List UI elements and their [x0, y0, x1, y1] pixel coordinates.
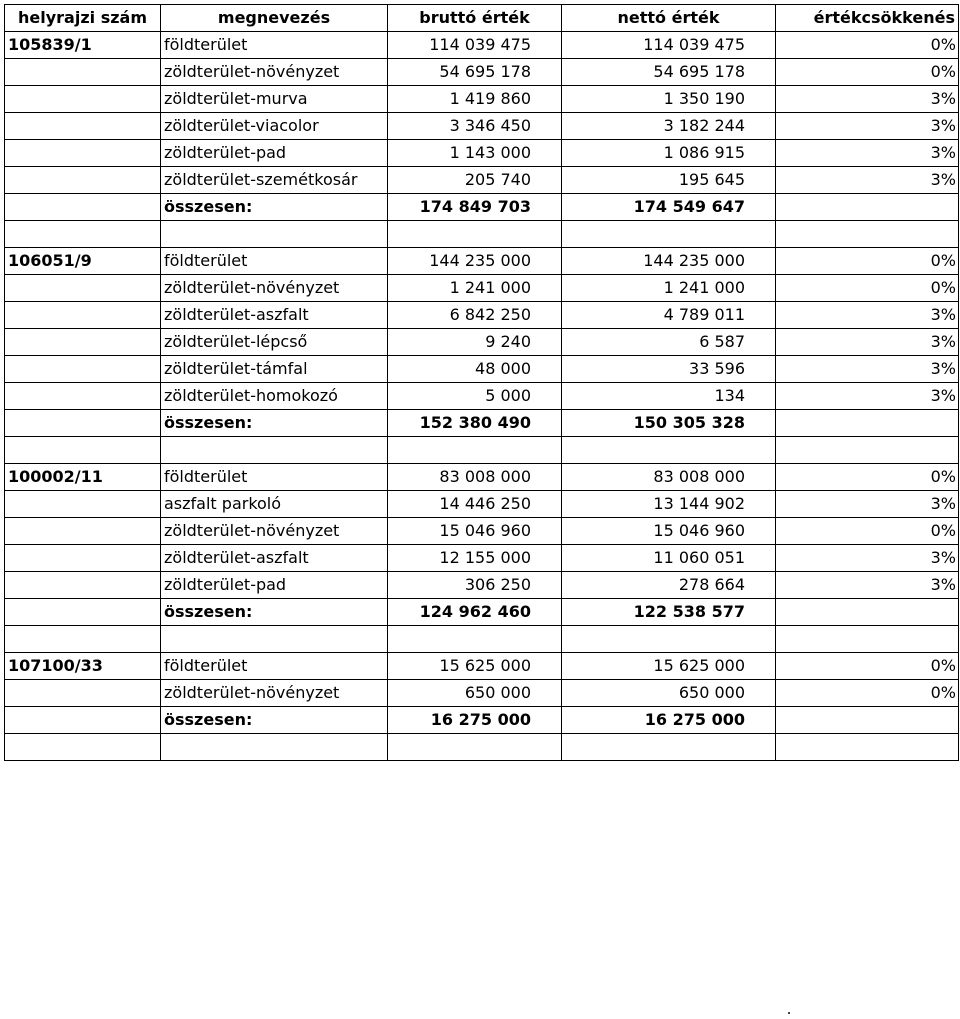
name-cell: zöldterület-lépcső [161, 329, 388, 356]
netto-cell: 134 [562, 383, 776, 410]
table-row [5, 275, 959, 302]
ertekcsokkenes-cell: 3% [776, 572, 959, 599]
table-row [5, 356, 959, 383]
ertekcsokkenes-cell: 3% [776, 140, 959, 167]
hrsz-cell [5, 545, 161, 572]
name-cell: zöldterület-növényzet [161, 275, 388, 302]
brutto-cell: 9 240 [388, 329, 562, 356]
brutto-cell: 6 842 250 [388, 302, 562, 329]
table-row [5, 329, 959, 356]
scan-speck [788, 1012, 790, 1014]
table-row [5, 491, 959, 518]
netto-cell: 1 350 190 [562, 86, 776, 113]
table-row [5, 383, 959, 410]
total-row [5, 599, 959, 626]
brutto-cell: 16 275 000 [388, 707, 562, 734]
spacer-row [5, 437, 959, 464]
ertekcsokkenes-cell: 0% [776, 275, 959, 302]
table-row [5, 113, 959, 140]
ertekcsokkenes-cell [776, 734, 959, 761]
name-cell: földterület [161, 464, 388, 491]
hrsz-cell [5, 437, 161, 464]
hrsz-cell [5, 194, 161, 221]
hrsz-cell [5, 329, 161, 356]
netto-cell: 1 086 915 [562, 140, 776, 167]
brutto-cell: 83 008 000 [388, 464, 562, 491]
brutto-cell: 650 000 [388, 680, 562, 707]
name-cell: összesen: [161, 194, 388, 221]
table-body [5, 32, 959, 761]
name-cell: zöldterület-homokozó [161, 383, 388, 410]
netto-cell: 6 587 [562, 329, 776, 356]
netto-cell: 11 060 051 [562, 545, 776, 572]
name-cell: összesen: [161, 410, 388, 437]
ertekcsokkenes-cell: 0% [776, 518, 959, 545]
name-cell [161, 626, 388, 653]
ertekcsokkenes-cell [776, 410, 959, 437]
ertekcsokkenes-cell: 3% [776, 113, 959, 140]
name-cell: zöldterület-aszfalt [161, 302, 388, 329]
brutto-cell: 12 155 000 [388, 545, 562, 572]
netto-cell: 16 275 000 [562, 707, 776, 734]
brutto-cell: 124 962 460 [388, 599, 562, 626]
hrsz-cell [5, 140, 161, 167]
table-row [5, 572, 959, 599]
ertekcsokkenes-cell [776, 437, 959, 464]
ertekcsokkenes-cell [776, 626, 959, 653]
ertekcsokkenes-cell [776, 599, 959, 626]
header-ertekcsokkenes: értékcsökkenés [776, 5, 959, 32]
total-row [5, 410, 959, 437]
hrsz-cell: 106051/9 [5, 248, 161, 275]
spacer-row [5, 626, 959, 653]
table-row [5, 464, 959, 491]
ertekcsokkenes-cell: 0% [776, 464, 959, 491]
name-cell: zöldterület-növényzet [161, 59, 388, 86]
table-row [5, 167, 959, 194]
name-cell: összesen: [161, 599, 388, 626]
table-row [5, 653, 959, 680]
total-row [5, 194, 959, 221]
ertekcsokkenes-cell: 0% [776, 680, 959, 707]
ertekcsokkenes-cell [776, 707, 959, 734]
netto-cell [562, 221, 776, 248]
hrsz-cell [5, 680, 161, 707]
table-row [5, 140, 959, 167]
hrsz-cell [5, 410, 161, 437]
brutto-cell: 174 849 703 [388, 194, 562, 221]
hrsz-cell [5, 599, 161, 626]
table-row [5, 86, 959, 113]
total-row [5, 707, 959, 734]
hrsz-cell [5, 302, 161, 329]
ertekcsokkenes-cell: 3% [776, 545, 959, 572]
hrsz-cell [5, 167, 161, 194]
table-row [5, 302, 959, 329]
netto-cell: 122 538 577 [562, 599, 776, 626]
brutto-cell: 1 143 000 [388, 140, 562, 167]
name-cell: zöldterület-szemétkosár [161, 167, 388, 194]
ertekcsokkenes-cell [776, 194, 959, 221]
hrsz-cell [5, 572, 161, 599]
brutto-cell: 14 446 250 [388, 491, 562, 518]
name-cell [161, 437, 388, 464]
netto-cell: 3 182 244 [562, 113, 776, 140]
hrsz-cell: 107100/33 [5, 653, 161, 680]
hrsz-cell: 105839/1 [5, 32, 161, 59]
netto-cell: 13 144 902 [562, 491, 776, 518]
name-cell: földterület [161, 32, 388, 59]
brutto-cell: 1 241 000 [388, 275, 562, 302]
netto-cell: 144 235 000 [562, 248, 776, 275]
netto-cell: 114 039 475 [562, 32, 776, 59]
name-cell: aszfalt parkoló [161, 491, 388, 518]
hrsz-cell [5, 707, 161, 734]
brutto-cell: 205 740 [388, 167, 562, 194]
name-cell: zöldterület-támfal [161, 356, 388, 383]
header-netto-ertek: nettó érték [562, 5, 776, 32]
ertekcsokkenes-cell: 3% [776, 302, 959, 329]
name-cell: zöldterület-viacolor [161, 113, 388, 140]
name-cell: zöldterület-murva [161, 86, 388, 113]
name-cell: földterület [161, 248, 388, 275]
brutto-cell [388, 437, 562, 464]
ertekcsokkenes-cell [776, 221, 959, 248]
hrsz-cell [5, 221, 161, 248]
netto-cell: 174 549 647 [562, 194, 776, 221]
ertekcsokkenes-cell: 0% [776, 653, 959, 680]
netto-cell: 33 596 [562, 356, 776, 383]
table-row [5, 248, 959, 275]
table-row [5, 545, 959, 572]
brutto-cell: 15 625 000 [388, 653, 562, 680]
hrsz-cell [5, 113, 161, 140]
ertekcsokkenes-cell: 3% [776, 329, 959, 356]
brutto-cell [388, 221, 562, 248]
brutto-cell: 306 250 [388, 572, 562, 599]
hrsz-cell: 100002/11 [5, 464, 161, 491]
brutto-cell: 3 346 450 [388, 113, 562, 140]
hrsz-cell [5, 383, 161, 410]
netto-cell: 4 789 011 [562, 302, 776, 329]
netto-cell: 195 645 [562, 167, 776, 194]
brutto-cell: 152 380 490 [388, 410, 562, 437]
netto-cell [562, 626, 776, 653]
brutto-cell: 48 000 [388, 356, 562, 383]
header-helyrajzi-szam: helyrajzi szám [5, 5, 161, 32]
netto-cell [562, 734, 776, 761]
spacer-row [5, 734, 959, 761]
hrsz-cell [5, 356, 161, 383]
brutto-cell [388, 626, 562, 653]
table-row [5, 32, 959, 59]
netto-cell [562, 437, 776, 464]
name-cell: zöldterület-pad [161, 140, 388, 167]
ertekcsokkenes-cell: 0% [776, 32, 959, 59]
brutto-cell: 5 000 [388, 383, 562, 410]
hrsz-cell [5, 734, 161, 761]
name-cell: zöldterület-növényzet [161, 518, 388, 545]
brutto-cell: 114 039 475 [388, 32, 562, 59]
hrsz-cell [5, 59, 161, 86]
hrsz-cell [5, 491, 161, 518]
header-brutto-ertek: bruttó érték [388, 5, 562, 32]
name-cell: zöldterület-pad [161, 572, 388, 599]
name-cell: összesen: [161, 707, 388, 734]
spacer-row [5, 221, 959, 248]
table-row [5, 518, 959, 545]
name-cell: földterület [161, 653, 388, 680]
hrsz-cell [5, 518, 161, 545]
netto-cell: 150 305 328 [562, 410, 776, 437]
ertekcsokkenes-cell: 3% [776, 383, 959, 410]
ertekcsokkenes-cell: 3% [776, 167, 959, 194]
netto-cell: 1 241 000 [562, 275, 776, 302]
brutto-cell: 144 235 000 [388, 248, 562, 275]
header-row [5, 5, 959, 32]
netto-cell: 650 000 [562, 680, 776, 707]
netto-cell: 15 046 960 [562, 518, 776, 545]
netto-cell: 83 008 000 [562, 464, 776, 491]
table-row [5, 680, 959, 707]
hrsz-cell [5, 626, 161, 653]
name-cell: zöldterület-aszfalt [161, 545, 388, 572]
ertekcsokkenes-cell: 0% [776, 59, 959, 86]
brutto-cell: 1 419 860 [388, 86, 562, 113]
header-megnevezes: megnevezés [161, 5, 388, 32]
brutto-cell: 54 695 178 [388, 59, 562, 86]
ertekcsokkenes-cell: 3% [776, 356, 959, 383]
name-cell: zöldterület-növényzet [161, 680, 388, 707]
ertekcsokkenes-cell: 3% [776, 491, 959, 518]
name-cell [161, 221, 388, 248]
brutto-cell [388, 734, 562, 761]
hrsz-cell [5, 275, 161, 302]
netto-cell: 278 664 [562, 572, 776, 599]
brutto-cell: 15 046 960 [388, 518, 562, 545]
hrsz-cell [5, 86, 161, 113]
table-row [5, 59, 959, 86]
ertekcsokkenes-cell: 3% [776, 86, 959, 113]
asset-value-table [4, 4, 959, 761]
netto-cell: 15 625 000 [562, 653, 776, 680]
name-cell [161, 734, 388, 761]
ertekcsokkenes-cell: 0% [776, 248, 959, 275]
netto-cell: 54 695 178 [562, 59, 776, 86]
